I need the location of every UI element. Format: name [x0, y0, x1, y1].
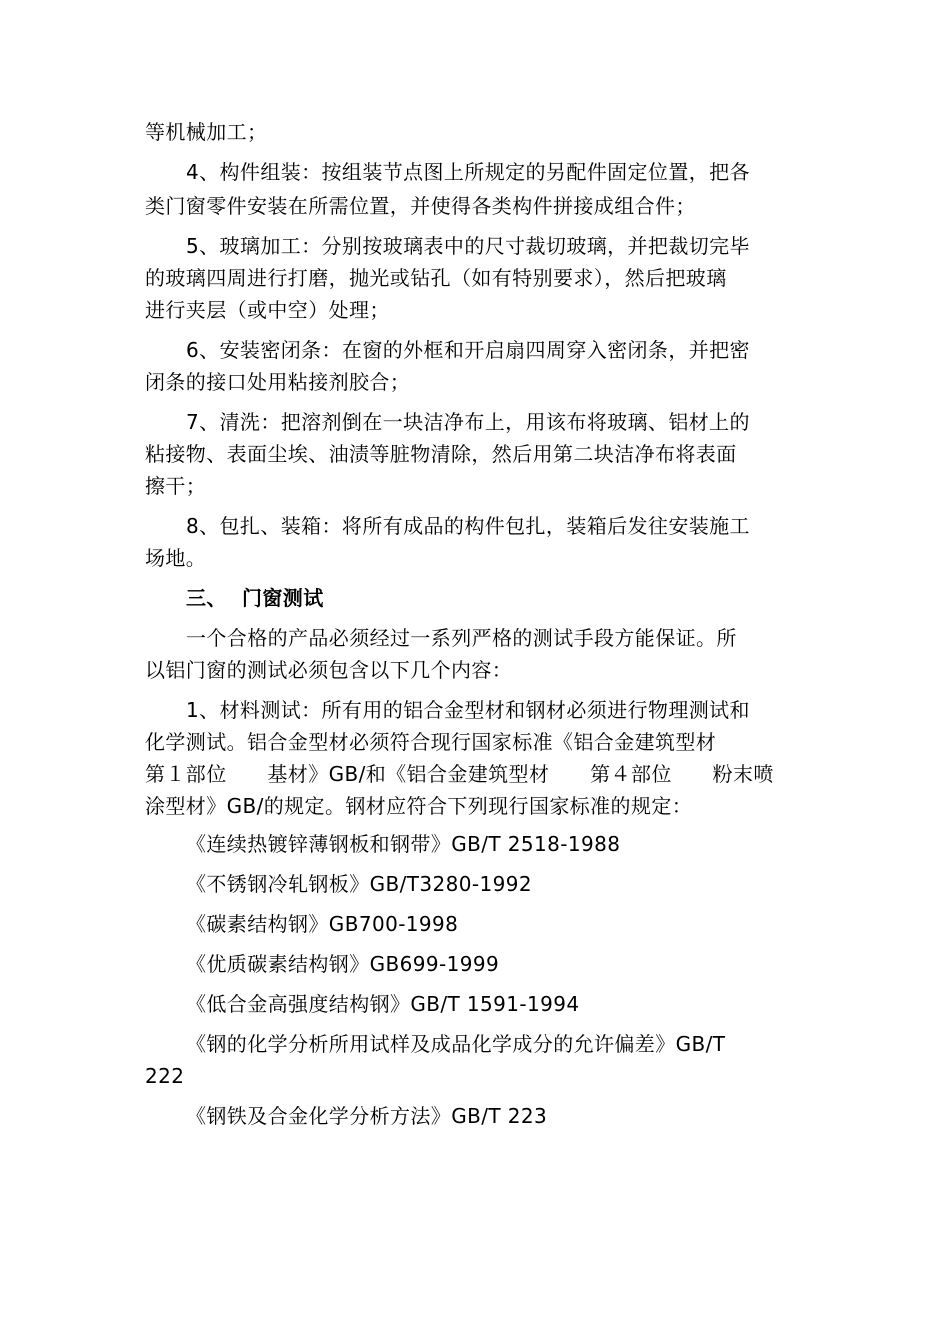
list-item-7: 7、清洗：把溶剂倒在一块洁净布上，用该布将玻璃、铝材上的	[186, 410, 750, 434]
body-line: 涂型材》GB/的规定。钢材应符合下列现行国家标准的规定：	[145, 794, 693, 818]
standard-item: 《不锈钢冷轧钢板》GB/T3280-1992	[186, 872, 532, 896]
intro-line: 一个合格的产品必须经过一系列严格的测试手段方能保证。所	[186, 626, 737, 650]
body-line: 粘接物、表面尘埃、油渍等脏物清除，然后用第二块洁净布将表面	[145, 442, 737, 466]
standard-item: 《钢铁及合金化学分析方法》GB/T 223	[186, 1104, 548, 1128]
standard-item-continuation: 222	[145, 1064, 185, 1088]
body-line: 第１部位 基材》GB/和《铝合金建筑型材 第４部位 粉末喷	[145, 762, 774, 786]
intro-line: 以铝门窗的测试必须包含以下几个内容：	[145, 658, 513, 682]
standard-item: 《优质碳素结构钢》GB699-1999	[186, 952, 500, 976]
body-line: 场地。	[145, 546, 207, 570]
list-item-6: 6、安装密闭条：在窗的外框和开启扇四周穿入密闭条，并把密	[186, 338, 750, 362]
section-title: 门窗测试	[242, 586, 324, 610]
body-line: 擦干；	[145, 474, 207, 498]
section-number: 三、	[186, 586, 227, 610]
body-line: 的玻璃四周进行打磨，抛光或钻孔（如有特别要求），然后把玻璃	[145, 266, 727, 290]
list-item-4: 4、构件组装：按组装节点图上所规定的另配件固定位置，把各	[186, 160, 750, 184]
section-heading	[186, 584, 846, 612]
standard-item: 《碳素结构钢》GB700-1998	[186, 912, 459, 936]
standard-item: 《钢的化学分析所用试样及成品化学成分的允许偏差》GB/T	[186, 1032, 726, 1056]
list-item-5: 5、玻璃加工：分别按玻璃表中的尺寸裁切玻璃，并把裁切完毕	[186, 234, 750, 258]
body-line: 化学测试。铝合金型材必须符合现行国家标准《铝合金建筑型材	[145, 730, 717, 754]
body-line: 进行夹层（或中空）处理；	[145, 298, 390, 322]
list-item-8: 8、包扎、装箱：将所有成品的构件包扎，装箱后发往安装施工	[186, 514, 750, 538]
body-line: 等机械加工；	[145, 120, 268, 144]
standard-item: 《连续热镀锌薄钢板和钢带》GB/T 2518-1988	[186, 832, 621, 856]
standard-item: 《低合金高强度结构钢》GB/T 1591-1994	[186, 992, 580, 1016]
list-item-1: 1、材料测试：所有用的铝合金型材和钢材必须进行物理测试和	[186, 698, 750, 722]
body-line: 类门窗零件安装在所需位置，并使得各类构件拼接成组合件；	[145, 194, 696, 218]
body-line: 闭条的接口处用粘接剂胶合；	[145, 370, 411, 394]
